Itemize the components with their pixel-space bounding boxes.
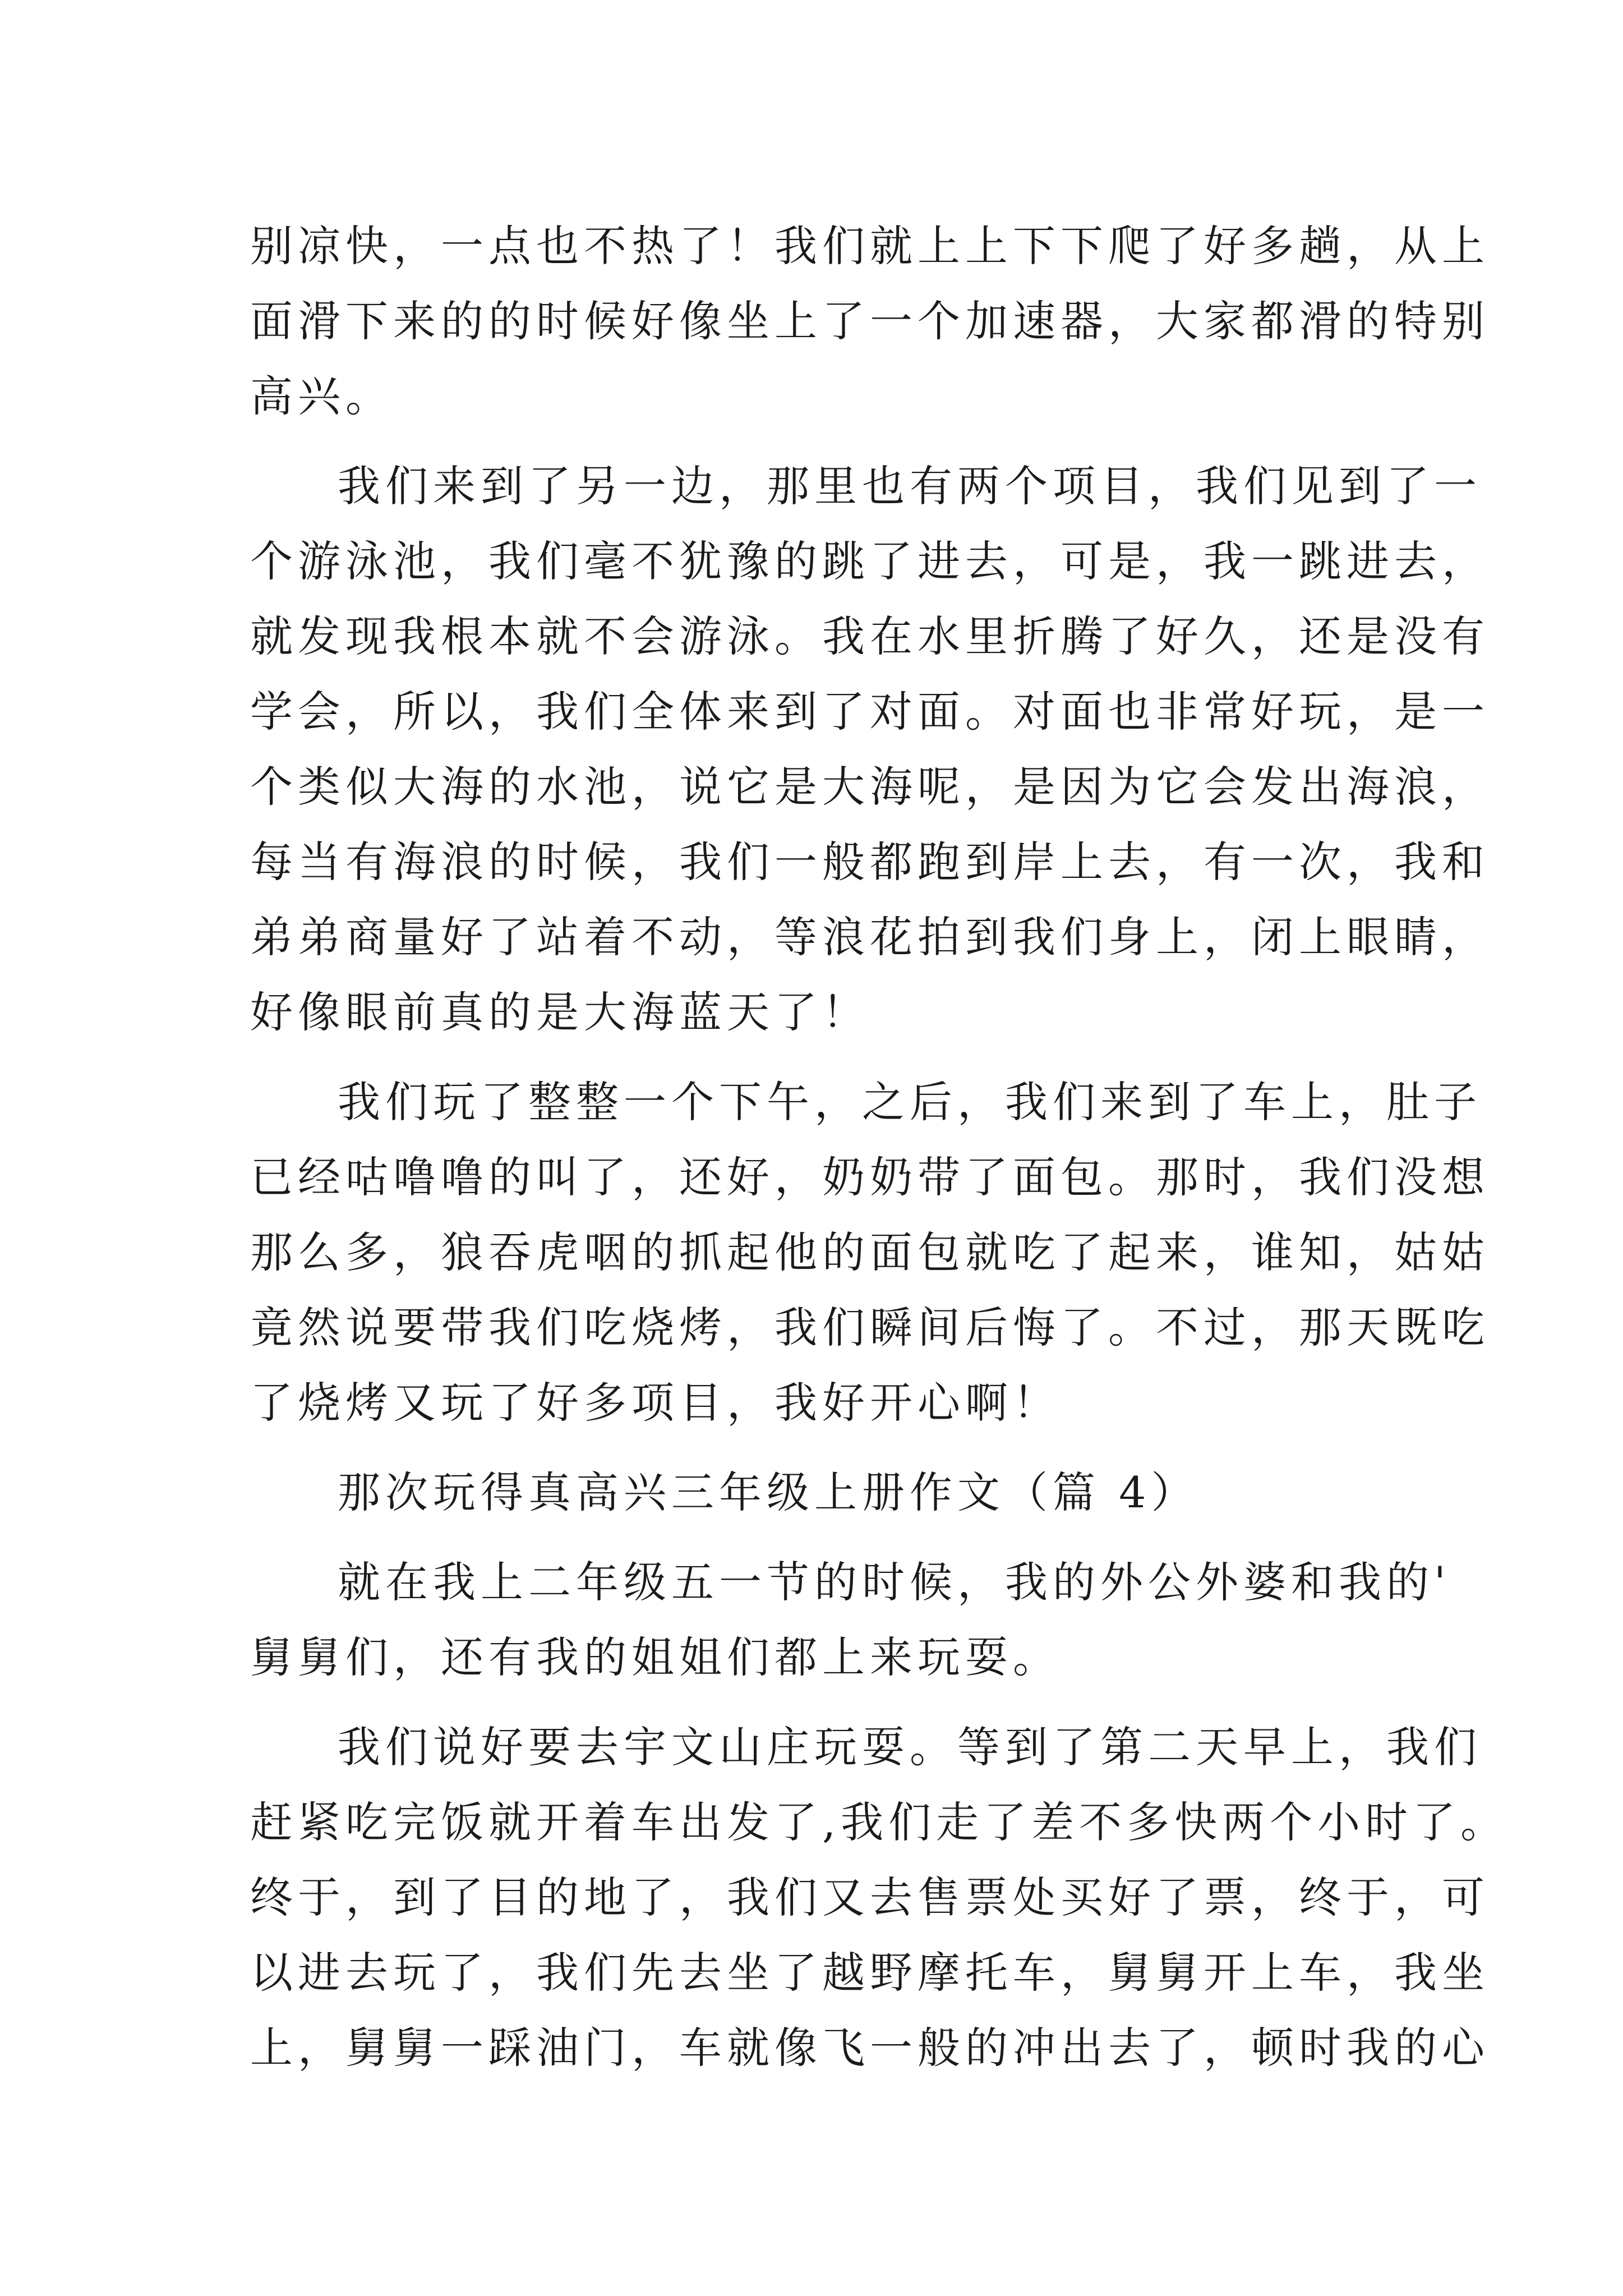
text-line: 个类似大海的水池，说它是大海呢，是因为它会发出海浪， (250, 762, 1490, 812)
text-line: 那次玩得真高兴三年级上册作文（篇 4） (338, 1467, 1199, 1517)
text-line: 舅舅们，还有我的姐姐们都上来玩耍。 (250, 1632, 1061, 1682)
text-line: 了烧烤又玩了好多项目，我好开心啊！ (250, 1378, 1061, 1428)
text-line: 就发现我根本就不会游泳。我在水里折腾了好久，还是没有 (250, 611, 1490, 661)
text-line: 赶紧吃完饭就开着车出发了,我们走了差不多快两个小时了。 (250, 1797, 1509, 1847)
text-line: 面滑下来的的时候好像坐上了一个加速器，大家都滑的特别 (250, 296, 1490, 346)
text-line: 别凉快，一点也不热了！我们就上上下下爬了好多趟，从上 (250, 221, 1490, 271)
paragraph-gap (250, 1050, 1377, 1065)
text-line: 学会，所以，我们全体来到了对面。对面也非常好玩，是一 (250, 687, 1490, 737)
text-line: 每当有海浪的时候，我们一般都跑到岸上去，有一次，我和 (250, 837, 1490, 887)
text-line: 竟然说要带我们吃烧烤，我们瞬间后悔了。不过，那天既吃 (250, 1303, 1490, 1352)
paragraph-gap (250, 434, 1377, 449)
text-line: 上，舅舅一踩油门，车就像飞一般的冲出去了，顿时我的心 (250, 2023, 1490, 2073)
document-body (250, 209, 1509, 2086)
text-line: 弟弟商量好了站着不动，等浪花拍到我们身上，闭上眼睛， (250, 912, 1490, 962)
text-line: 已经咕噜噜的叫了，还好，奶奶带了面包。那时，我们没想 (250, 1152, 1490, 1202)
paragraph-gap (250, 1441, 1377, 1455)
text-line: 好像眼前真的是大海蓝天了！ (250, 987, 870, 1037)
text-line: 我们玩了整整一个下午，之后，我们来到了车上，肚子 (338, 1077, 1482, 1127)
text-line: 个游泳池，我们毫不犹豫的跳了进去，可是，我一跳进去， (250, 536, 1490, 586)
text-line: 就在我上二年级五一节的时候，我的外公外婆和我的' (338, 1557, 1451, 1607)
paragraph-gap (250, 1695, 1377, 1710)
text-line: 我们说好要去宇文山庄玩耍。等到了第二天早上，我们 (338, 1722, 1482, 1772)
text-line: 我们来到了另一边，那里也有两个项目，我们见到了一 (338, 461, 1482, 511)
text-line: 以进去玩了，我们先去坐了越野摩托车，舅舅开上车，我坐 (250, 1948, 1490, 1998)
paragraph-gap (250, 1530, 1377, 1545)
text-line: 终于，到了目的地了，我们又去售票处买好了票，终于，可 (250, 1872, 1490, 1922)
text-line: 那么多，狼吞虎咽的抓起他的面包就吃了起来，谁知，姑姑 (250, 1227, 1490, 1277)
text-line: 高兴。 (250, 371, 393, 421)
